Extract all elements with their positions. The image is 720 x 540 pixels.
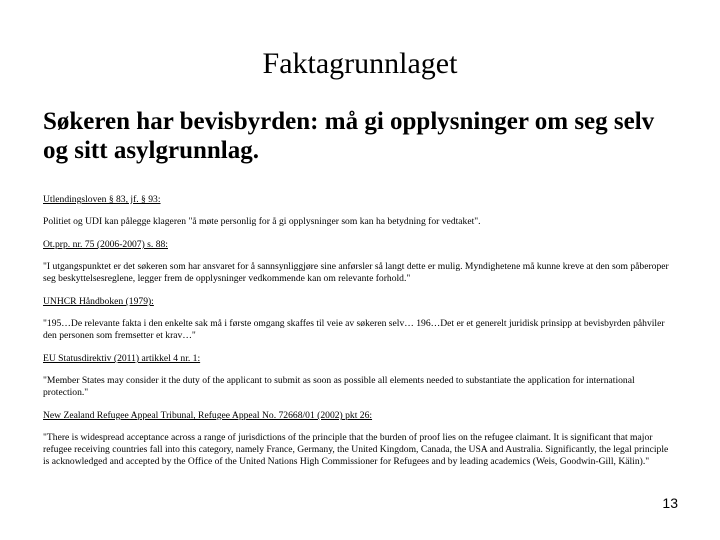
references-list (43, 194, 673, 479)
reference-text-unhcr: "195…De relevante fakta i den enkelte sak må i første omgang skaffes til veie av søkeren selv… 196…Det er et generelt juridisk prinsipp at bevisbyrden påhviler den personen som fremsetter et krav…" (43, 318, 665, 341)
slide-subtitle: Søkeren har bevisbyrden: må gi opplysninger om seg selv og sitt asylgrunnlag. (43, 108, 655, 164)
reference-heading-utlendingsloven: Utlendingsloven § 83, jf. § 93: (43, 194, 161, 205)
reference-text-eu-statusdirektiv: "Member States may consider it the duty of the applicant to submit as soon as possible all elements needed to substantiate the application for international protection." (43, 375, 635, 398)
reference-text-ot-prp: "I utgangspunktet er det søkeren som har ansvaret for å sannsynliggjøre sine anførsler så langt dette er mulig. Myndighetene må kunne kreve at den som påberoper seg beskyttelsesreglene, legger frem de opplysninger vedkommende kan om relevante forhold." (43, 261, 669, 284)
reference-heading-eu-statusdirektiv: EU Statusdirektiv (2011) artikkel 4 nr. 1: (43, 353, 201, 364)
reference-text-utlendingsloven: Politiet og UDI kan pålegge klageren "å møte personlig for å gi opplysninger som kan ha betydning for vedtaket". (43, 216, 481, 227)
reference-heading-unhcr: UNHCR Håndboken (1979): (43, 296, 154, 307)
slide-title: Faktagrunnlaget (262, 47, 458, 80)
reference-text-new-zealand: "There is widespread acceptance across a range of jurisdictions of the principle that the burden of proof lies on the refugee claimant. It is significant that major refugee receiving countries fall into this category, namely France, Germany, the United Kingdom, Canada, the USA and Australia. Significantly, the legal principle is acknowledged and accepted by the Office of the United Nations High Commissioner for Refugees and by leading academics (Weis, Goodwin-Gill, Kälin)." (43, 432, 669, 467)
reference-heading-new-zealand: New Zealand Refugee Appeal Tribunal, Refugee Appeal No. 72668/01 (2002) pkt 26: (43, 410, 373, 421)
page-number: 13 (662, 495, 678, 511)
reference-heading-ot-prp: Ot.prp. nr. 75 (2006-2007) s. 88: (43, 239, 168, 250)
